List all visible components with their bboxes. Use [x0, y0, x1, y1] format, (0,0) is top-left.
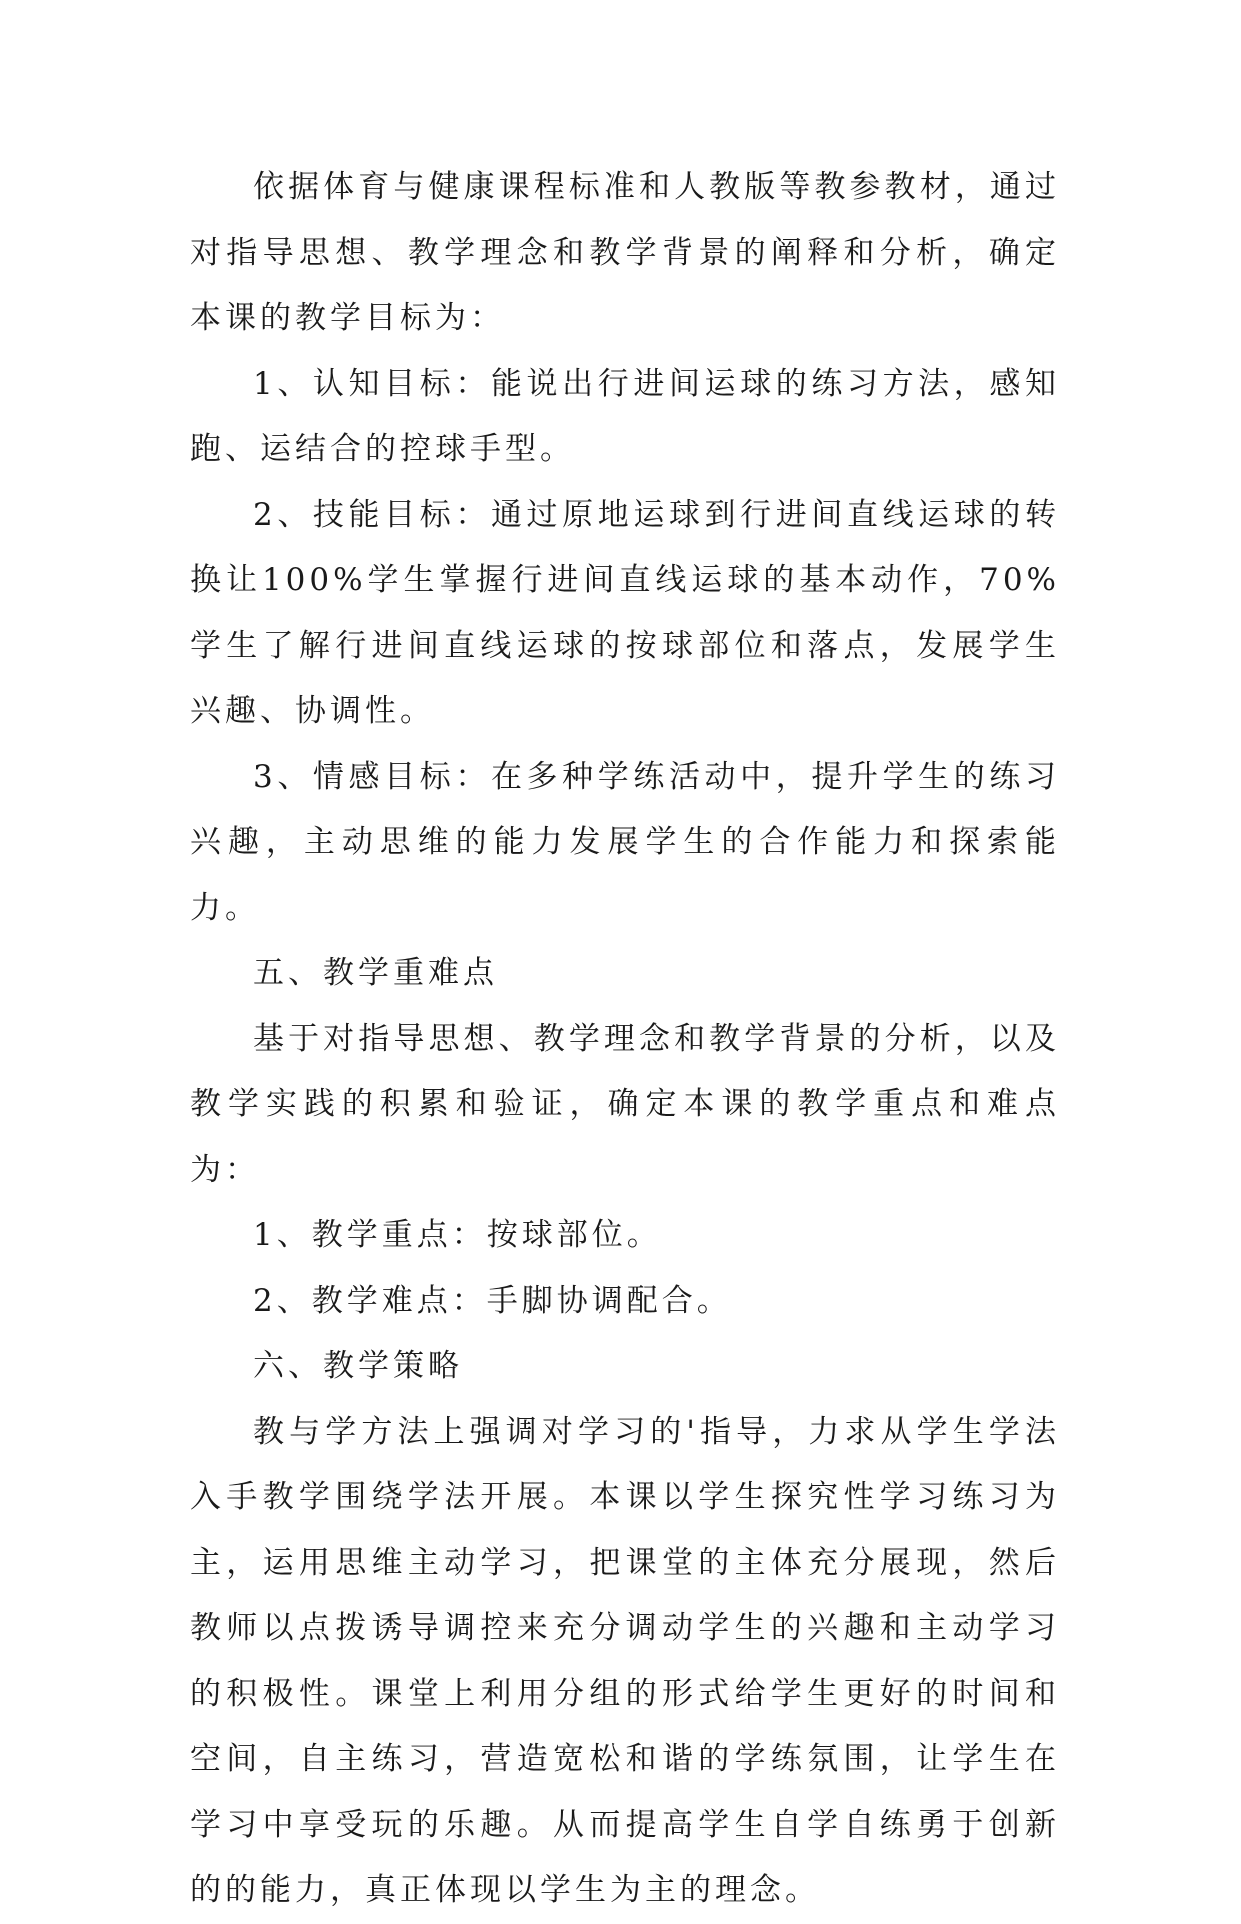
paragraph-goal-cognitive: 1、认知目标：能说出行进间运球的练习方法，感知跑、运结合的控球手型。 — [190, 365, 1060, 467]
paragraph-strategy: 教与学方法上强调对学习的'指导，力求从学生学法入手教学围绕学法开展。本课以学生探究性学习练习为主，运用思维主动学习，把课堂的主体充分展现，然后教师以点拨诱导调控来充分调动学生的兴趣和主动学习的积极性。课堂上利用分组的形式给学生更好的时间和空间，自主练习，营造宽松和谐的学练氛围，让学生在学习中享受玩的乐趣。从而提高学生自学自练勇于创新的的能力，真正体现以学生为主的理念。 — [190, 1413, 1060, 1908]
section-heading-strategy: 六、教学策略 — [253, 1348, 463, 1384]
paragraph-key-point: 1、教学重点：按球部位。 — [253, 1217, 662, 1253]
paragraph-goal-skill: 2、技能目标：通过原地运球到行进间直线运球的转换让100%学生掌握行进间直线运球的基本动作，70%学生了解行进间直线运球的按球部位和落点，发展学生兴趣、协调性。 — [190, 496, 1060, 729]
paragraph-goal-emotion: 3、情感目标：在多种学练活动中，提升学生的练习兴趣，主动思维的能力发展学生的合作能力和探索能力。 — [190, 758, 1060, 926]
paragraph-key-points-intro: 基于对指导思想、教学理念和教学背景的分析，以及教学实践的积累和验证，确定本课的教学重点和难点为： — [190, 1020, 1060, 1188]
paragraph-difficult-point: 2、教学难点：手脚协调配合。 — [253, 1282, 732, 1319]
paragraph-intro: 依据体育与健康课程标准和人教版等教参教材，通过对指导思想、教学理念和教学背景的阐释和分析，确定本课的教学目标为： — [190, 169, 1060, 336]
document-page — [190, 155, 1060, 1924]
section-heading-key-points: 五、教学重难点 — [253, 955, 498, 991]
